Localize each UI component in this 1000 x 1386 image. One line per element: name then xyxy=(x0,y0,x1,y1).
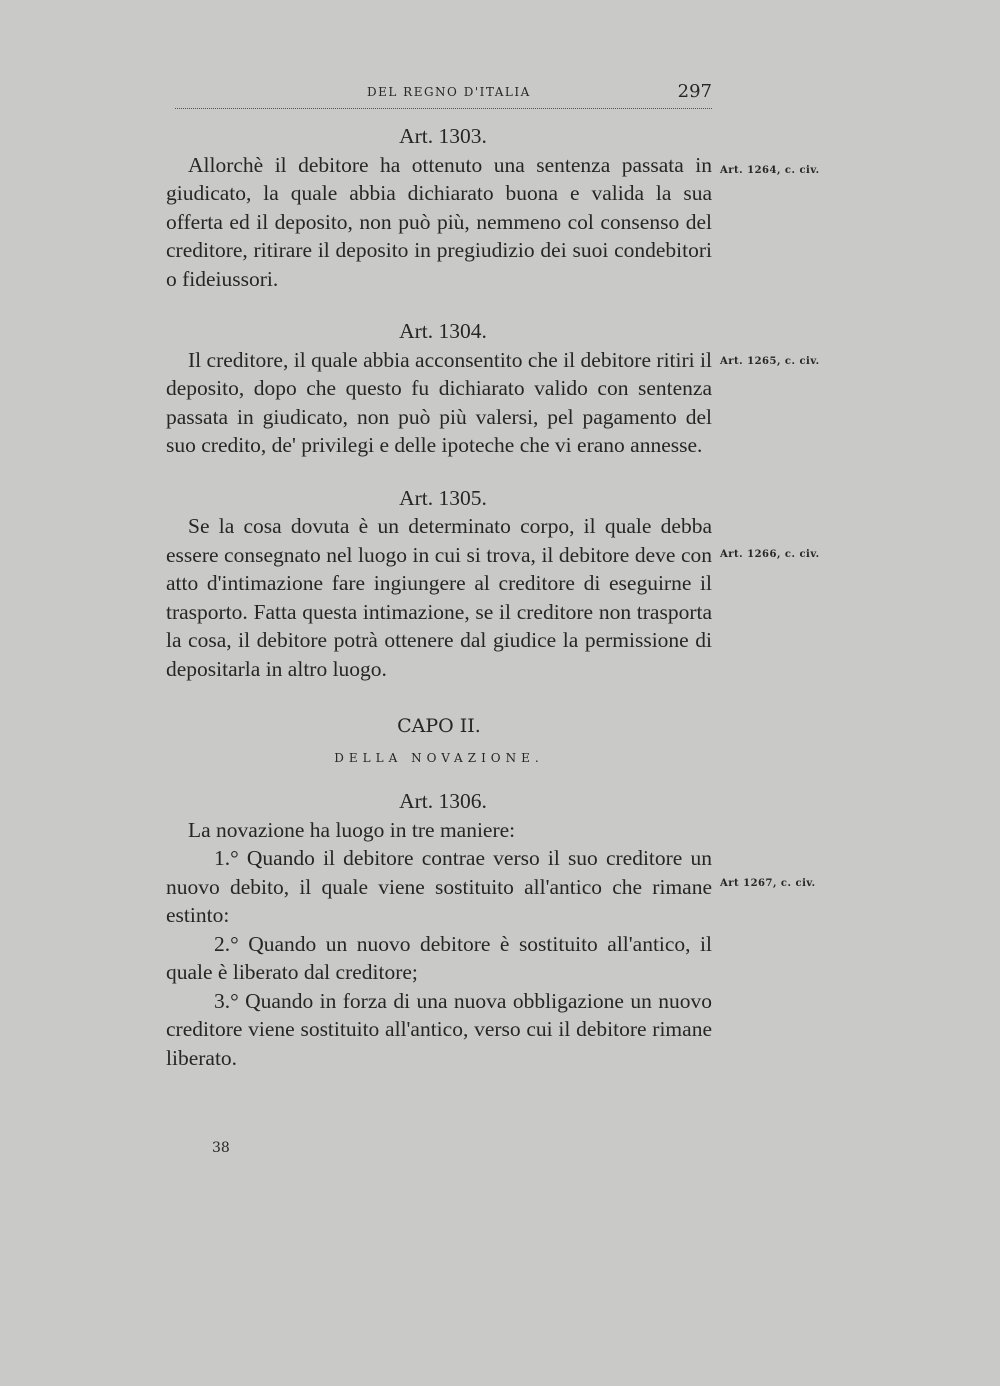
chapter-subtitle: DELLA NOVAZIONE. xyxy=(334,751,544,765)
article-title: Art. 1306. xyxy=(399,789,487,813)
list-item: 3.° Quando in forza di una nuova obbligazione un nuovo creditore viene sostituito all'antico, verso cui il debitore rimane liberato. xyxy=(166,988,712,1070)
list-item: 1.° Quando il debitore contrae verso il suo creditore un nuovo debito, il quale viene sostituito all'antico che rimane estinto: xyxy=(166,846,712,927)
article-title: Art. 1304. xyxy=(399,319,487,343)
article-text: Allorchè il debitore ha ottenuto una sentenza passata in giudicato, la quale abbia dichiarato buona e valida la sua offerta ed il deposito, non può più, nemmeno col consenso del creditore, ritirare il deposito in pregiudizio dei suoi condebitori o fideiussori. xyxy=(166,152,712,291)
margin-note-1306: Art 1267, c. civ. xyxy=(720,878,816,889)
article-title: Art. 1303. xyxy=(399,124,487,148)
folio-signature: 38 xyxy=(212,1140,230,1156)
article-1306 xyxy=(166,787,712,1072)
running-head-title: DEL REGNO D'ITALIA xyxy=(367,85,531,99)
article-text: Il creditore, il quale abbia acconsentito che il debitore ritiri il deposito, dopo che questo fu dichiarato valido con sentenza passata in giudicato, non può più valersi, pel pagamento del suo credito, de' privilegi e delle ipoteche che vi erano annesse. xyxy=(166,347,712,457)
margin-note-1305: Art. 1266, c. civ. xyxy=(720,549,820,560)
article-title: Art. 1305. xyxy=(399,485,487,510)
article-1305 xyxy=(166,484,712,684)
margin-note-1303: Art. 1264, c. civ. xyxy=(720,165,820,176)
chapter-title: CAPO II. xyxy=(397,715,481,737)
running-head xyxy=(175,82,712,109)
body-text xyxy=(166,122,712,1072)
chapter-heading xyxy=(166,715,712,765)
article-1304 xyxy=(166,317,712,460)
list-item: 2.° Quando un nuovo debitore è sostituito all'antico, il quale è liberato dal creditore; xyxy=(166,931,712,984)
page-number: 297 xyxy=(677,81,712,102)
article-intro: La novazione ha luogo in tre maniere: xyxy=(188,817,516,842)
article-text: Se la cosa dovuta è un determinato corpo, il quale debba essere consegnato nel luogo in cui si trova, il debitore deve con atto d'intimazione fare ingiungere al creditore di eseguirne il trasporto. Fatta questa intimazione, se il creditore non trasporta la cosa, il debitore potrà ottenere dal giudice la permissione di depositarla in altro luogo. xyxy=(166,514,712,681)
article-1303 xyxy=(166,122,712,293)
margin-note-1304: Art. 1265, c. civ. xyxy=(720,356,820,367)
